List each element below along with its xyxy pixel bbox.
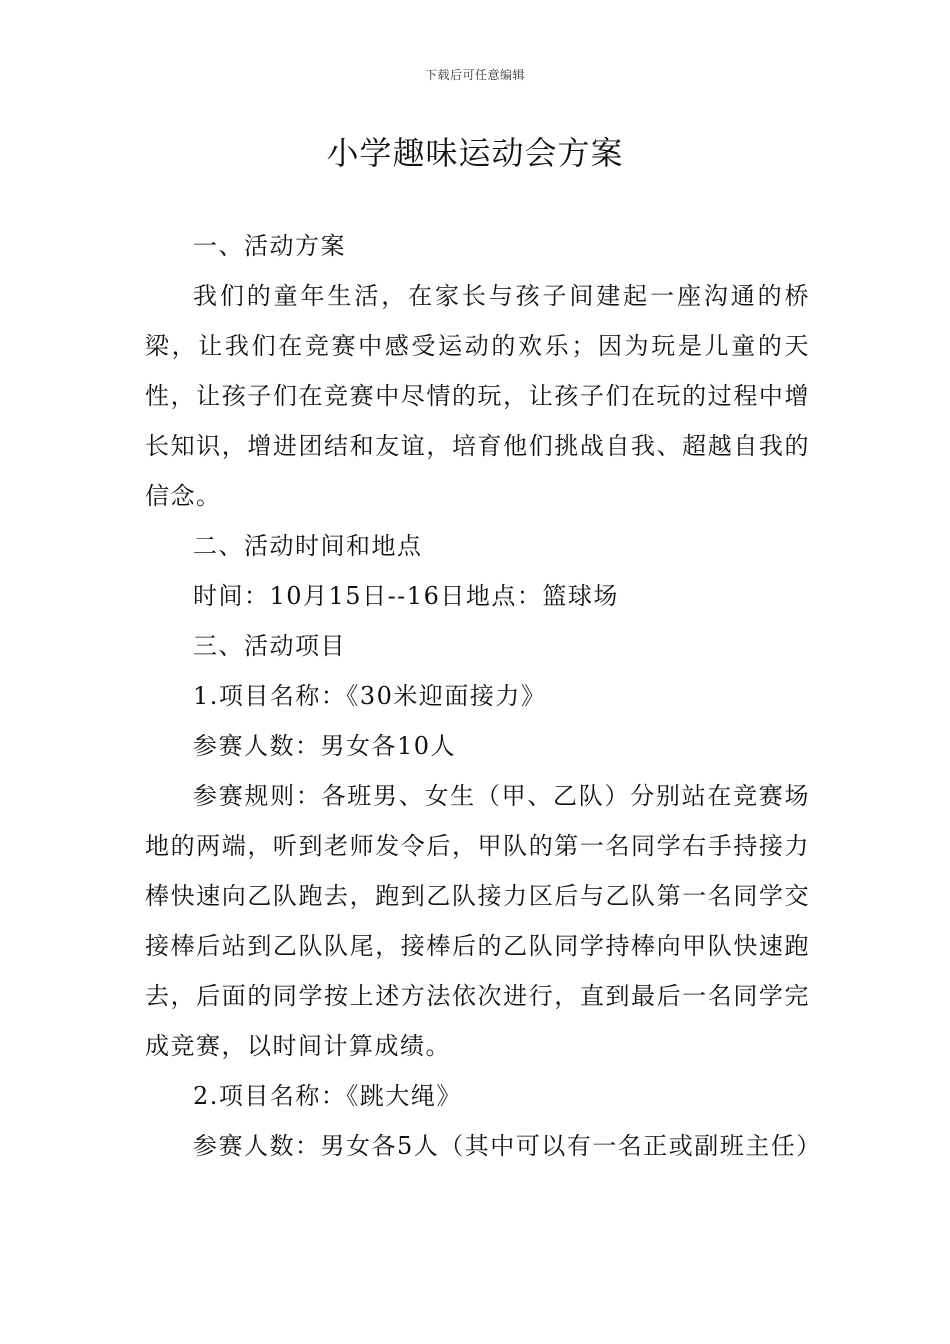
paragraph-activity-purpose: 我们的童年生活，在家长与孩子间建起一座沟通的桥梁，让我们在竞赛中感受运动的欢乐；因为玩是儿童的天性，让孩子们在竞赛中尽情的玩，让孩子们在玩的过程中增长知识，增进团结和友谊，培育他们挑战自我、超越自我的信念。 [145, 282, 810, 510]
item-2-name: 2.项目名称：《跳大绳》 [193, 1082, 462, 1110]
item-1-name: 1.项目名称：《30米迎面接力》 [193, 682, 547, 710]
document-title: 小学趣味运动会方案 [326, 134, 624, 172]
paragraph-time-location: 时间：10月15日--16日地点：篮球场 [193, 582, 619, 610]
document-body [145, 221, 822, 1171]
section-heading-activity-items: 三、活动项目 [193, 632, 346, 660]
item-1-participants: 参赛人数：男女各10人 [193, 732, 457, 760]
item-1-rules: 参赛规则：各班男、女生（甲、乙队）分别站在竞赛场地的两端，听到老师发令后，甲队的第一名同学右手持接力棒快速向乙队跑去，跑到乙队接力区后与乙队第一名同学交接棒后站到乙队队尾，接棒后的乙队同学持棒向甲队快速跑去，后面的同学按上述方法依次进行，直到最后一名同学完成竞赛，以时间计算成绩。 [145, 782, 810, 1060]
item-2-participants: 参赛人数：男女各5人（其中可以有一名正或副班主任） [193, 1132, 822, 1160]
section-heading-activity-plan: 一、活动方案 [193, 232, 346, 260]
section-heading-time-location: 二、活动时间和地点 [193, 532, 423, 560]
header-note: 下载后可任意编辑 [424, 68, 525, 82]
